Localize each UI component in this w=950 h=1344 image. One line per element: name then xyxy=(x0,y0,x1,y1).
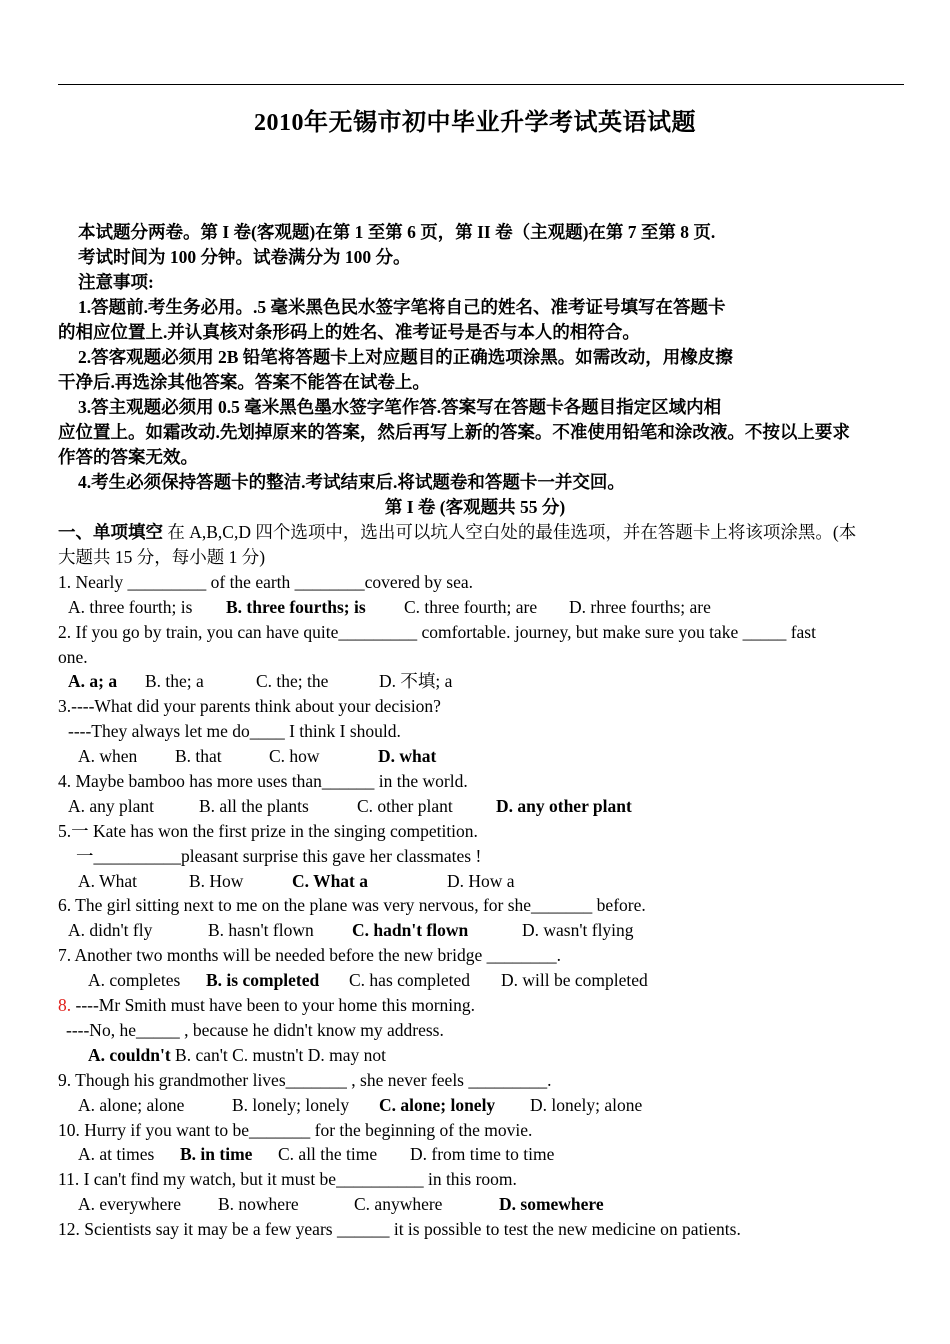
q8-number: 8. xyxy=(58,995,72,1015)
q10-options xyxy=(78,1143,554,1165)
q2-stem-2: one. xyxy=(58,647,88,667)
q9-option-c: C. alone; lonely xyxy=(379,1095,496,1115)
q11-option-a: A. everywhere xyxy=(78,1194,182,1214)
q10-option-d: D. from time to time xyxy=(410,1144,555,1164)
q4-options xyxy=(68,795,632,817)
q8-options xyxy=(88,1044,386,1066)
q3-option-a: A. when xyxy=(78,746,138,766)
section-heading: 第 I 卷 (客观题共 55 分) xyxy=(384,497,566,517)
q8-stem-2: ----No, he_____ , because he didn't know my address. xyxy=(66,1020,444,1040)
q6-option-b: B. hasn't flown xyxy=(208,920,314,940)
q3-options xyxy=(78,745,436,767)
notice-item-1b: 的相应位置上.并认真核对条形码上的姓名、准考证号是否与本人的相符合。 xyxy=(58,322,640,342)
q2-options xyxy=(68,670,452,692)
part-label: 一、单项填空 xyxy=(58,522,163,542)
q6-option-d: D. wasn't flying xyxy=(522,920,634,940)
q6-stem: 6. The girl sitting next to me on the plane was very nervous, for she_______ before. xyxy=(58,895,646,915)
q2-option-d: D. 不填; a xyxy=(379,671,453,691)
q9-options xyxy=(78,1094,642,1116)
q5-option-c: C. What a xyxy=(292,871,369,891)
q1-option-c: C. three fourth; are xyxy=(404,597,538,617)
top-rule xyxy=(58,84,904,85)
notice-item-1a: 1.答题前.考生务必用。.5 毫米黑色民水签字笔将自己的姓名、准考证号填写在答题卡 xyxy=(78,297,726,317)
q6-options xyxy=(68,919,634,941)
q6-option-c: C. hadn't flown xyxy=(352,920,469,940)
q5-option-d: D. How a xyxy=(447,871,515,891)
q7-option-c: C. has completed xyxy=(349,970,471,990)
notice-item-3c: 作答的答案无效。 xyxy=(58,447,198,467)
q5-option-a: A. What xyxy=(78,871,137,891)
q8-stem-text: ----Mr Smith must have been to your home this morning. xyxy=(71,995,476,1015)
q10-option-c: C. all the time xyxy=(278,1144,378,1164)
q9-option-a: A. alone; alone xyxy=(78,1095,185,1115)
q4-option-c: C. other plant xyxy=(357,796,453,816)
q7-option-b: B. is completed xyxy=(206,970,320,990)
q10-option-b: B. in time xyxy=(180,1144,253,1164)
q2-stem: 2. If you go by train, you can have quite_________ comfortable. journey, but make sure you take _____ fast xyxy=(58,622,816,642)
q8-option-a: A. couldn't xyxy=(88,1045,171,1065)
q1-options xyxy=(68,596,711,618)
q2-option-c: C. the; the xyxy=(256,671,329,691)
q1-option-a: A. three fourth; is xyxy=(68,597,193,617)
q11-options xyxy=(78,1193,604,1215)
q6-option-a: A. didn't fly xyxy=(68,920,153,940)
instruction-line-1: 本试题分两卷。第 I 卷(客观题)在第 1 至第 6 页，第 II 卷（主观题)在第 7 至第 8 页. xyxy=(78,222,716,242)
q3-stem: 3.----What did your parents think about your decision? xyxy=(58,696,441,716)
q7-option-d: D. will be completed xyxy=(501,970,648,990)
part-description-2: 大题共 15 分，每小题 1 分) xyxy=(58,547,266,567)
q8-options-rest: B. can't C. mustn't D. may not xyxy=(170,1045,386,1065)
q10-option-a: A. at times xyxy=(78,1144,155,1164)
q9-option-b: B. lonely; lonely xyxy=(232,1095,350,1115)
q10-stem: 10. Hurry if you want to be_______ for the beginning of the movie. xyxy=(58,1120,533,1140)
notice-item-2b: 干净后.再选涂其他答案。答案不能答在试卷上。 xyxy=(58,372,430,392)
q7-option-a: A. completes xyxy=(88,970,181,990)
q11-option-b: B. nowhere xyxy=(218,1194,299,1214)
q8-stem xyxy=(58,994,475,1016)
q5-option-b: B. How xyxy=(189,871,244,891)
q3-option-b: B. that xyxy=(175,746,222,766)
page-title: 2010年无锡市初中毕业升学考试英语试题 xyxy=(254,110,696,136)
instruction-line-2: 考试时间为 100 分钟。试卷满分为 100 分。 xyxy=(78,247,411,267)
q11-option-d: D. somewhere xyxy=(499,1194,604,1214)
q1-option-b: B. three fourths; is xyxy=(226,597,366,617)
q2-option-b: B. the; a xyxy=(145,671,204,691)
q12-stem: 12. Scientists say it may be a few years ______ it is possible to test the new medicine on patients. xyxy=(58,1219,741,1239)
q5-stem-2: 一__________pleasant surprise this gave her classmates ! xyxy=(76,846,482,866)
part-description: 在 A,B,C,D 四个选项中，选出可以坑人空白处的最佳选项，并在答题卡上将该项涂黑。(本 xyxy=(163,522,857,542)
q4-stem: 4. Maybe bamboo has more uses than______ in the world. xyxy=(58,771,468,791)
q9-option-d: D. lonely; alone xyxy=(530,1095,643,1115)
q4-option-a: A. any plant xyxy=(68,796,155,816)
q11-stem: 11. I can't find my watch, but it must be__________ in this room. xyxy=(58,1169,517,1189)
q11-option-c: C. anywhere xyxy=(354,1194,443,1214)
q5-options xyxy=(78,870,515,892)
notice-item-3a: 3.答主观题必须用 0.5 毫米黑色墨水签字笔作答.答案写在答题卡各题目指定区域内相 xyxy=(78,397,722,417)
q4-option-b: B. all the plants xyxy=(199,796,309,816)
q9-stem: 9. Though his grandmother lives_______ , she never feels _________. xyxy=(58,1070,552,1090)
notice-item-3b: 应位置上。如霜改动.先划掉原来的答案，然后再写上新的答案。不准使用铅笔和涂改液。不按以上要求 xyxy=(58,422,850,442)
notice-item-2a: 2.答客观题必须用 2B 铅笔将答题卡上对应题目的正确选项涂黑。如需改动，用橡皮擦 xyxy=(78,347,733,367)
q4-option-d: D. any other plant xyxy=(496,796,632,816)
q3-option-d: D. what xyxy=(378,746,437,766)
part-one-intro xyxy=(58,521,856,543)
q7-options xyxy=(88,969,648,991)
notice-item-4: 4.考生必须保持答题卡的整洁.考试结束后.将试题卷和答题卡一并交回。 xyxy=(78,472,625,492)
q7-stem: 7. Another two months will be needed before the new bridge ________. xyxy=(58,945,562,965)
q3-stem-2: ----They always let me do____ I think I should. xyxy=(68,721,401,741)
q3-option-c: C. how xyxy=(269,746,320,766)
q1-option-d: D. rhree fourths; are xyxy=(569,597,711,617)
q5-stem: 5.一 Kate has won the first prize in the singing competition. xyxy=(58,821,478,841)
q1-stem: 1. Nearly _________ of the earth ________covered by sea. xyxy=(58,572,474,592)
notice-label: 注意事项: xyxy=(78,272,154,292)
q2-option-a: A. a; a xyxy=(68,671,118,691)
